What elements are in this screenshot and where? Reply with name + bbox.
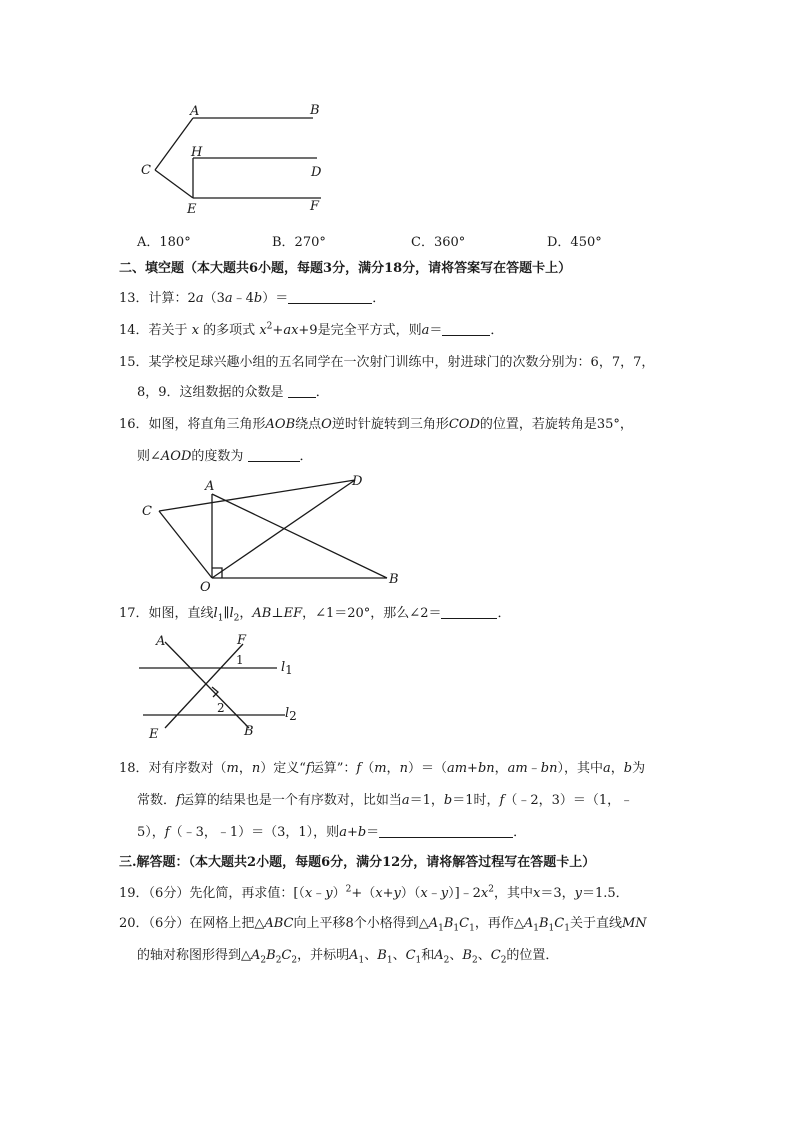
- answer-blank[interactable]: [248, 449, 300, 462]
- label-b: B: [310, 103, 320, 118]
- label-angle-1: 1: [236, 653, 244, 667]
- label-a: A: [156, 634, 166, 649]
- section-fill-in-heading: 二、填空题（本大题共6小题，每题3分，满分18分，请将答案写在答题卡上）: [119, 261, 572, 276]
- label-f: F: [237, 633, 247, 648]
- question-18-line2: 常数．f运算的结果也是一个有序数对，比如当a＝1，b＝1时，f（﹣2，3）＝（1，﹣: [137, 793, 634, 808]
- label-c: C: [142, 504, 152, 519]
- question-17: 17．如图，直线$l_1\parallel l_2$，AB⊥EF，∠1＝20°，那么∠2＝ ．: [119, 606, 511, 624]
- question-20-line2: 的轴对称图形得到$\triangle A_2B_2C_2$，并标明$A_1$、$B_1$、$C_1$和$A_2$、$B_2$、$C_2$的位置．: [137, 948, 559, 966]
- question-16-line2: 则∠AOD的度数为 ．: [137, 449, 313, 464]
- label-e: E: [187, 202, 197, 217]
- label-e: E: [149, 727, 159, 742]
- label-a: A: [190, 104, 200, 119]
- segment-ca: [155, 118, 193, 170]
- question-16-line1: 16．如图，将直角三角形AOB绕点O逆时针旋转到三角形COD的位置，若旋转角是35°，: [119, 417, 633, 432]
- segment-co: [159, 511, 212, 578]
- answer-blank[interactable]: [288, 291, 372, 304]
- figure-rotated-triangle-q16: [135, 470, 405, 595]
- figure-parallel-perpendicular-q17: [135, 628, 305, 743]
- label-d: D: [311, 165, 322, 180]
- label-b: B: [244, 724, 254, 739]
- label-h: H: [191, 145, 203, 160]
- question-14: 14．若关于 x 的多项式 $x^2+ax+9$是完全平方式，则a＝ ．: [119, 321, 504, 338]
- segment-cd: [159, 480, 355, 511]
- answer-blank[interactable]: [442, 323, 490, 336]
- option-c: C．360°: [411, 235, 466, 250]
- question-18-line1: 18．对有序数对（m，n）定义“f运算”：f（m，n）＝（am+bn，am﹣bn），其中a，b为: [119, 761, 646, 776]
- option-b: B．270°: [272, 235, 326, 250]
- answer-blank[interactable]: [288, 385, 316, 398]
- label-d: D: [352, 474, 363, 489]
- question-20-line1: 20．（6分）在网格上把△ABC向上平移8个小格得到$\triangle A_1B_1C_1$，再作$\triangle A_1B_1C_1$关于直线MN: [119, 916, 647, 934]
- label-l2: l2: [285, 706, 297, 723]
- label-l1: l1: [281, 660, 293, 677]
- label-c: C: [141, 163, 151, 178]
- label-f: F: [310, 199, 320, 214]
- figure-parallel-lines-q12: [135, 98, 335, 220]
- label-b: B: [389, 572, 399, 587]
- option-a: A．180°: [137, 235, 191, 250]
- label-o: O: [200, 580, 211, 595]
- label-angle-2: 2: [217, 701, 225, 715]
- question-13: 13．计算：2a（3a﹣4b）＝ ．: [119, 291, 386, 306]
- segment-od: [212, 480, 355, 578]
- question-19: 19．（6分）先化简，再求值：$[(x﹣y)^2+(x+y)(x﹣y)]﹣2x^2$，其中x＝3，y＝1.5．: [119, 884, 629, 901]
- answer-blank[interactable]: [441, 606, 497, 619]
- option-d: D．450°: [547, 235, 602, 250]
- question-18-line3: 5），f（﹣3，﹣1）＝（3，1），则a+b＝ ．: [137, 825, 527, 840]
- question-15-line1: 15．某学校足球兴趣小组的五名同学在一次射门训练中，射进球门的次数分别为：6，7，7，: [119, 355, 655, 370]
- segment-ab: [212, 494, 387, 578]
- segment-ce: [155, 170, 193, 198]
- question-15-line2: 8，9．这组数据的众数是 ．: [137, 385, 329, 400]
- section-solution-heading: 三.解答题：（本大题共2小题，每题6分，满分12分，请将解答过程写在答题卡上）: [119, 855, 596, 870]
- answer-blank[interactable]: [379, 825, 513, 838]
- label-a: A: [205, 479, 215, 494]
